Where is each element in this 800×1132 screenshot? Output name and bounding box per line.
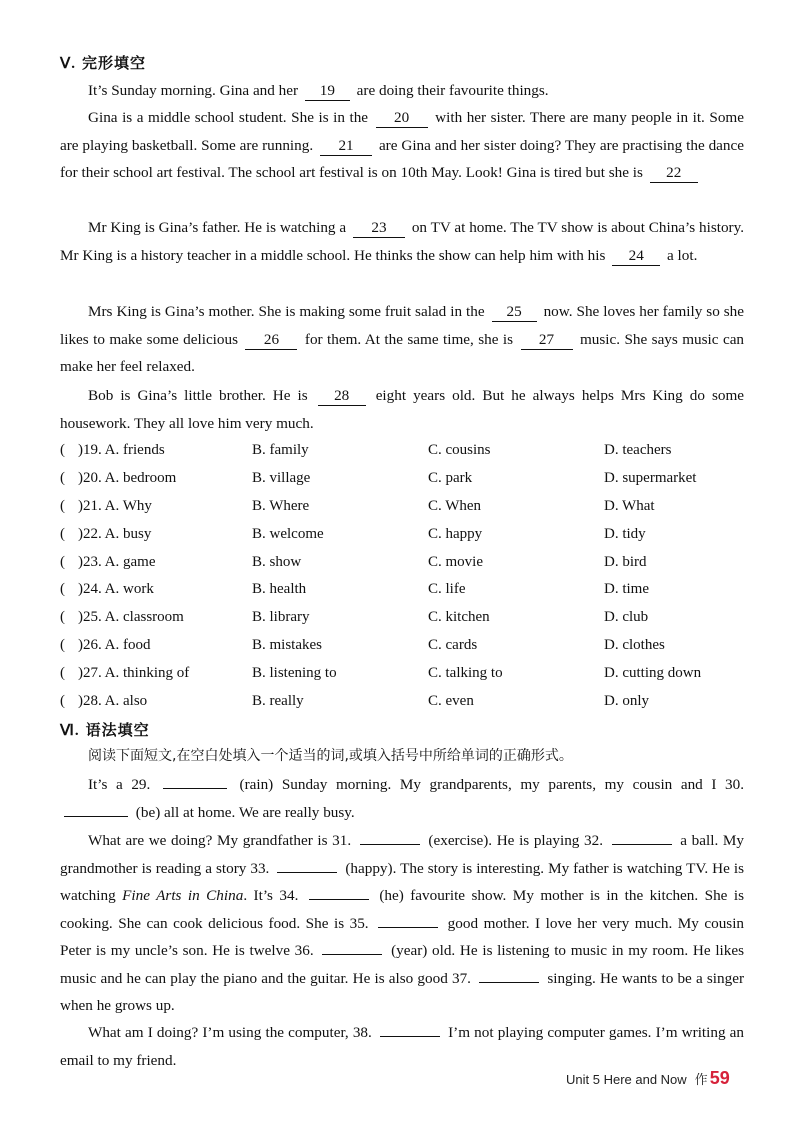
blank-38[interactable] <box>380 1036 440 1037</box>
grammar-paragraph-1: It’s a 29. (rain) Sunday morning. My grandparents, my parents, my cousin and I 30. (be) all at home. We are really busy. <box>60 771 744 826</box>
option-row: ( )24. A. work B. health C. life D. time <box>60 581 649 598</box>
blank-31[interactable] <box>360 844 420 845</box>
blank-22[interactable]: 22 <box>650 164 698 183</box>
cloze-paragraph-5: Bob is Gina’s little brother. He is 28 eight years old. But he always helps Mrs King do some housework. They all love him very much. <box>60 387 745 432</box>
blank-37[interactable] <box>479 982 539 983</box>
option-row: ( )22. A. busy B. welcome C. happy D. tidy <box>60 525 646 542</box>
section-5-number: Ⅴ. <box>60 56 77 72</box>
grammar-instruction: 阅读下面短文,在空白处填入一个适当的词,或填入括号中所给单词的正确形式。 <box>88 748 573 764</box>
blank-21[interactable]: 21 <box>320 137 372 156</box>
unit-label: Unit 5 Here and Now <box>566 1072 687 1087</box>
blank-32[interactable] <box>612 844 672 845</box>
section-6-title: 语法填空 <box>85 721 150 739</box>
cloze-paragraph-3: Mr King is Gina’s father. He is watching a 23 on TV at home. The TV show is about China’s history. Mr King is a history teacher in a middle school. He thinks the show can help him with his 24 a lot. <box>60 219 745 264</box>
options-table <box>60 437 760 715</box>
blank-20[interactable]: 20 <box>376 109 428 128</box>
blank-26[interactable]: 26 <box>245 331 297 350</box>
zuo-label: 作 <box>694 1073 708 1088</box>
blank-34[interactable] <box>309 899 369 900</box>
option-row: ( )23. A. game B. show C. movie D. bird <box>60 553 647 570</box>
blank-23[interactable]: 23 <box>353 219 405 238</box>
cloze-paragraph-1: It’s Sunday morning. Gina and her 19 are doing their favourite things. <box>88 82 549 99</box>
blank-24[interactable]: 24 <box>612 247 660 266</box>
option-row: ( )28. A. also B. really C. even D. only <box>60 692 649 709</box>
section-5-title: 完形填空 <box>82 54 147 72</box>
blank-29[interactable] <box>163 788 227 789</box>
page-footer <box>566 1068 730 1089</box>
cloze-paragraph-4: Mrs King is Gina’s mother. She is making some fruit salad in the 25 now. She loves her family so she likes to make some delicious 26 for them. At the same time, she is 27 music. She says music can make her feel relaxed. <box>60 303 745 375</box>
page-number: 59 <box>709 1068 730 1088</box>
section-6-heading <box>60 719 150 740</box>
blank-19[interactable]: 19 <box>305 82 350 101</box>
blank-25[interactable]: 25 <box>492 303 537 322</box>
blank-30[interactable] <box>64 816 128 817</box>
cloze-paragraph-2: Gina is a middle school student. She is in the 20 with her sister. There are many people in it. Some are playing basketball. Some are running. 21 are Gina and her sister doing? They are practising the dance for their school art festival. The school art festival is on 10th May. Look! Gina is tired but she is 22 <box>60 109 744 181</box>
grammar-paragraph-3: What am I doing? I’m using the computer, 38. I’m not playing computer games. I’m writing an email to my friend. <box>60 1024 745 1069</box>
blank-28[interactable]: 28 <box>318 387 366 406</box>
blank-36[interactable] <box>322 954 382 955</box>
show-title: Fine Arts in China <box>122 887 244 904</box>
grammar-paragraph-2: What are we doing? My grandfather is 31. (exercise). He is playing 32. a ball. My grandmother is reading a story 33. (happy). The story is interesting. My father is watching TV. He is watching Fine Arts in China. It’s 34. (he) favourite show. My mother is in the kitchen. She is cooking. She can cook delicious food. She is 35. good mother. I love her very much. My cousin Peter is my uncle’s son. He is twelve 36. (year) old. He is listening to music in my room. He likes music and he can play the piano and the guitar. He is also good 37. singing. He wants to be a singer when he grows up. <box>60 832 745 1014</box>
section-6-number: Ⅵ. <box>60 723 80 739</box>
option-row: ( )25. A. classroom B. library C. kitchen D. club <box>60 609 649 626</box>
section-5-heading <box>60 52 146 73</box>
option-row: ( )21. A. Why B. Where C. When D. What <box>60 497 655 514</box>
blank-27[interactable]: 27 <box>521 331 573 350</box>
option-row: ( )19. A. friends B. family C. cousins D. teachers <box>60 442 672 459</box>
option-row: ( )20. A. bedroom B. village C. park D. supermarket <box>60 470 697 487</box>
option-row: ( )27. A. thinking of B. listening to C. talking to D. cutting down <box>60 664 702 681</box>
blank-35[interactable] <box>378 927 438 928</box>
blank-33[interactable] <box>277 872 337 873</box>
option-row: ( )26. A. food B. mistakes C. cards D. clothes <box>60 636 665 653</box>
